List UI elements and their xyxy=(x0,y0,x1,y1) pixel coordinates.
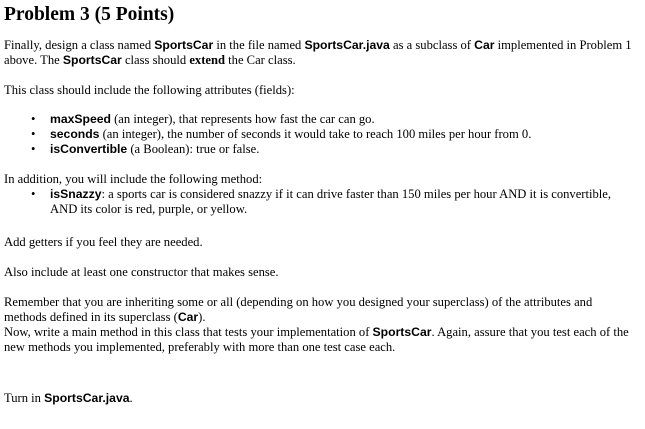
attribute-desc: (an integer), the number of seconds it would take to reach 100 miles per hour from 0. xyxy=(99,127,532,141)
main-text-2: . Again, assure that you test each of the new methods you implemented, preferably with more than one test case each. xyxy=(4,325,629,354)
bullet-icon: • xyxy=(31,127,36,141)
document xyxy=(4,0,636,406)
method-intro: In addition, you will include the following method: xyxy=(4,172,263,186)
intro-text-3: as a subclass of xyxy=(389,38,475,52)
inherit-paragraph xyxy=(4,295,636,325)
main-text-1: Now, write a main method in this class that tests your implementation of xyxy=(4,325,373,339)
list-item xyxy=(4,142,636,157)
method-desc: : a sports car is considered snazzy if it can drive faster than 150 miles per hour AND it is convertible, AND its color is red, purple, or yellow. xyxy=(50,187,612,216)
inherit-text-1: Remember that you are inheriting some or all (depending on how you designed your superclass) of the attributes and methods defined in its superclass ( xyxy=(4,295,593,324)
attribute-name: isConvertible xyxy=(50,142,128,156)
bullet-icon: • xyxy=(31,142,36,156)
bullet-icon: • xyxy=(31,187,36,201)
class-name-car: Car xyxy=(474,38,495,52)
intro-text-2: in the file named xyxy=(213,38,305,52)
list-item xyxy=(4,127,636,142)
file-name-sportscar-java: SportsCar.java xyxy=(304,38,390,52)
superclass-name-car: Car xyxy=(177,310,199,324)
intro-text-1: Finally, design a class named xyxy=(4,38,155,52)
attribute-desc: (a Boolean): true or false. xyxy=(127,142,260,156)
bullet-icon: • xyxy=(31,112,36,126)
intro-text-5: class should xyxy=(121,53,190,67)
attributes-intro: This class should include the following attributes (fields): xyxy=(4,83,295,97)
attribute-name: maxSpeed xyxy=(50,112,111,126)
turnin-text-2: . xyxy=(129,391,133,405)
turnin-text-1: Turn in xyxy=(4,391,45,405)
intro-paragraph xyxy=(4,38,636,68)
intro-text-6: the Car class. xyxy=(225,53,296,67)
turnin-file-name: SportsCar.java xyxy=(44,391,130,405)
method-name: isSnazzy xyxy=(50,187,102,201)
list-item xyxy=(4,112,636,127)
keyword-extend: extend xyxy=(189,53,225,67)
attribute-desc: (an integer), that represents how fast the car can go. xyxy=(110,112,375,126)
turnin-paragraph xyxy=(4,391,636,406)
page-title: Problem 3 (5 Points) xyxy=(4,4,175,25)
constructor-paragraph: Also include at least one constructor that makes sense. xyxy=(4,265,279,279)
getters-paragraph: Add getters if you feel they are needed. xyxy=(4,235,203,249)
class-name-sportscar: SportsCar xyxy=(154,38,214,52)
attribute-name: seconds xyxy=(50,127,100,141)
class-name-sportscar-2: SportsCar xyxy=(62,53,122,67)
methods-list xyxy=(4,187,636,217)
main-method-paragraph xyxy=(4,325,636,355)
class-name-sportscar-3: SportsCar xyxy=(372,325,432,339)
intro-text-4: implemented in Problem 1 above. The xyxy=(4,38,632,67)
inherit-text-2: ). xyxy=(198,310,206,324)
attributes-list xyxy=(4,112,636,157)
list-item xyxy=(4,187,636,217)
